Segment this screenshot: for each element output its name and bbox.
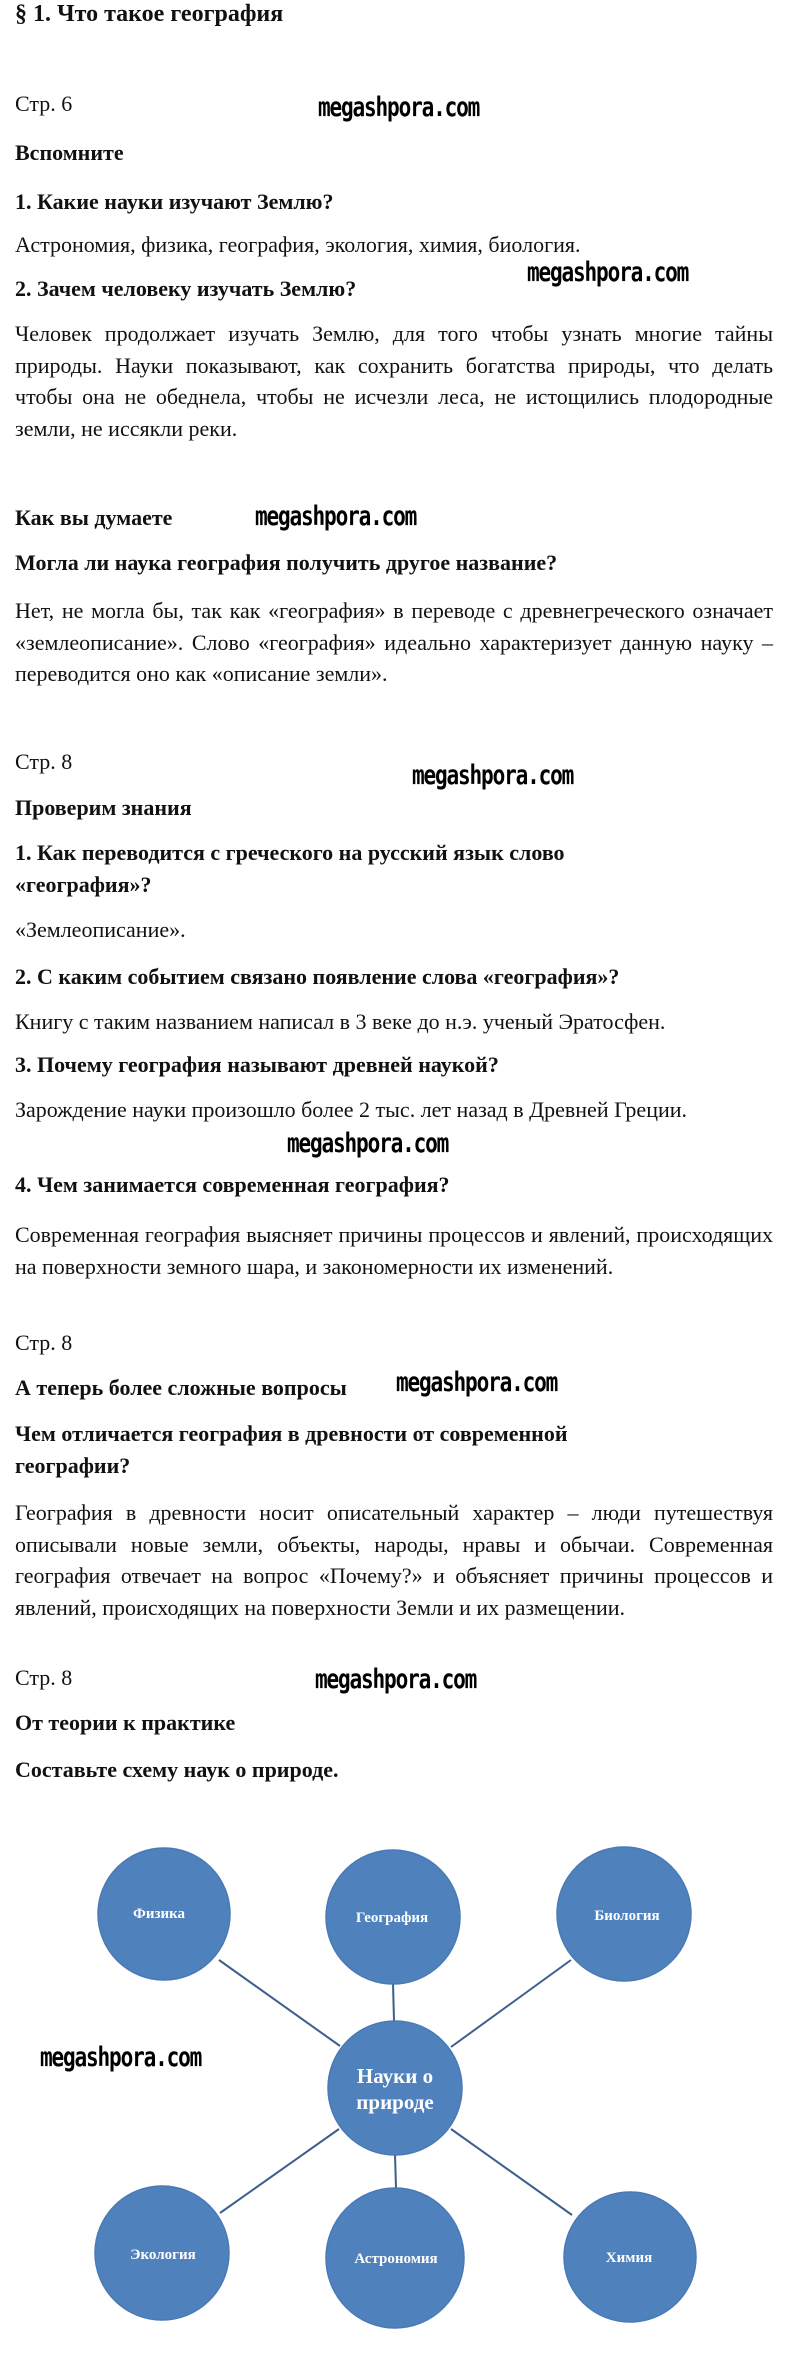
watermark: megashpora.com <box>255 501 417 532</box>
question: 2. Зачем человеку изучать Землю? <box>15 276 357 301</box>
svg-text:Науки о: Науки о <box>356 2064 434 2088</box>
page-reference: Стр. 8 <box>15 1665 73 1690</box>
answer: Астрономия, физика, география, экология, химия, биология. <box>15 232 581 257</box>
task-instruction: Составьте схему наук о природе. <box>15 1757 339 1782</box>
answer-paragraph: Современная география выясняет причины процессов и явлений, происходящих на поверхности земного шара, и закономерности их изменений. <box>15 1222 773 1279</box>
question: 1. Какие науки изучают Землю? <box>15 189 334 214</box>
watermark: megashpora.com <box>412 760 574 791</box>
page-reference: Стр. 8 <box>15 1330 73 1355</box>
watermark: megashpora.com <box>318 92 480 123</box>
sciences-diagram <box>0 1830 800 2354</box>
section-heading: А теперь более сложные вопросы <box>15 1375 347 1400</box>
svg-text:Экология: Экология <box>130 2247 196 2263</box>
watermark: megashpora.com <box>527 257 689 288</box>
watermark: megashpora.com <box>40 2042 202 2073</box>
svg-text:География: География <box>355 1910 429 1926</box>
svg-text:Физика: Физика <box>132 1906 186 1922</box>
node-chemistry <box>564 2192 696 2322</box>
svg-text:природе: природе <box>356 2090 434 2114</box>
section-heading: Вспомните <box>15 140 124 165</box>
connector-astronomy <box>395 2155 396 2188</box>
section-heading: Как вы думаете <box>15 505 173 530</box>
question: 2. С каким событием связано появление слова «география»? <box>15 964 620 989</box>
watermark: megashpora.com <box>315 1664 477 1695</box>
question: 1. Как переводится с греческого на русский язык слово «география»? <box>15 840 565 897</box>
connector-biology <box>451 1960 571 2047</box>
node-physics <box>98 1848 230 1980</box>
page-reference: Стр. 8 <box>15 749 73 774</box>
question: 4. Чем занимается современная география? <box>15 1172 450 1197</box>
svg-text:Биология: Биология <box>594 1908 660 1924</box>
answer-paragraph: География в древности носит описательный характер – люди путешествуя описывали новые земли, объекты, народы, нравы и обычаи. Современная география отвечает на вопрос «Почему?» и объясняет причины процессов и явлений, происходящих на поверхности Земли и их размещении. <box>15 1500 773 1620</box>
page-reference: Стр. 6 <box>15 91 73 116</box>
question: Чем отличается география в древности от современной географии? <box>15 1421 568 1478</box>
page-title: § 1. Что такое география <box>15 1 284 27</box>
question: Могла ли наука география получить другое название? <box>15 550 558 575</box>
node-center-natural-sciences <box>328 2021 462 2155</box>
node-geography <box>326 1850 460 1984</box>
watermark: megashpora.com <box>287 1128 449 1159</box>
answer: Книгу с таким названием написал в 3 веке до н.э. ученый Эратосфен. <box>15 1009 666 1034</box>
connector-chemistry <box>451 2129 572 2215</box>
connector-ecology <box>220 2129 339 2213</box>
answer-paragraph: Человек продолжает изучать Землю, для того чтобы узнать многие тайны природы. Науки показывают, как сохранить богатства природы, что делать чтобы она не обеднела, чтобы не исчезли леса, не истощились плодородные земли, не иссякли реки. <box>15 321 773 441</box>
svg-text:Астрономия: Астрономия <box>354 2251 438 2267</box>
section-heading: Проверим знания <box>15 795 192 820</box>
connector-geography <box>393 1983 394 2021</box>
answer-paragraph: Нет, не могла бы, так как «география» в переводе с древнегреческого означает «землеописание». Слово «география» идеально характеризует данную науку – переводится оно как «описание земли». <box>15 598 773 686</box>
svg-text:Химия: Химия <box>605 2250 653 2266</box>
section-heading: От теории к практике <box>15 1710 236 1735</box>
node-biology <box>557 1847 691 1981</box>
question: 3. Почему география называют древней наукой? <box>15 1052 499 1077</box>
answer-paragraph: Зарождение науки произошло более 2 тыс. лет назад в Древней Греции. <box>15 1097 688 1122</box>
node-ecology <box>95 2186 229 2320</box>
watermark: megashpora.com <box>396 1367 558 1398</box>
connector-physics <box>219 1960 340 2046</box>
answer: «Землеописание». <box>15 917 186 942</box>
node-astronomy <box>326 2188 464 2328</box>
